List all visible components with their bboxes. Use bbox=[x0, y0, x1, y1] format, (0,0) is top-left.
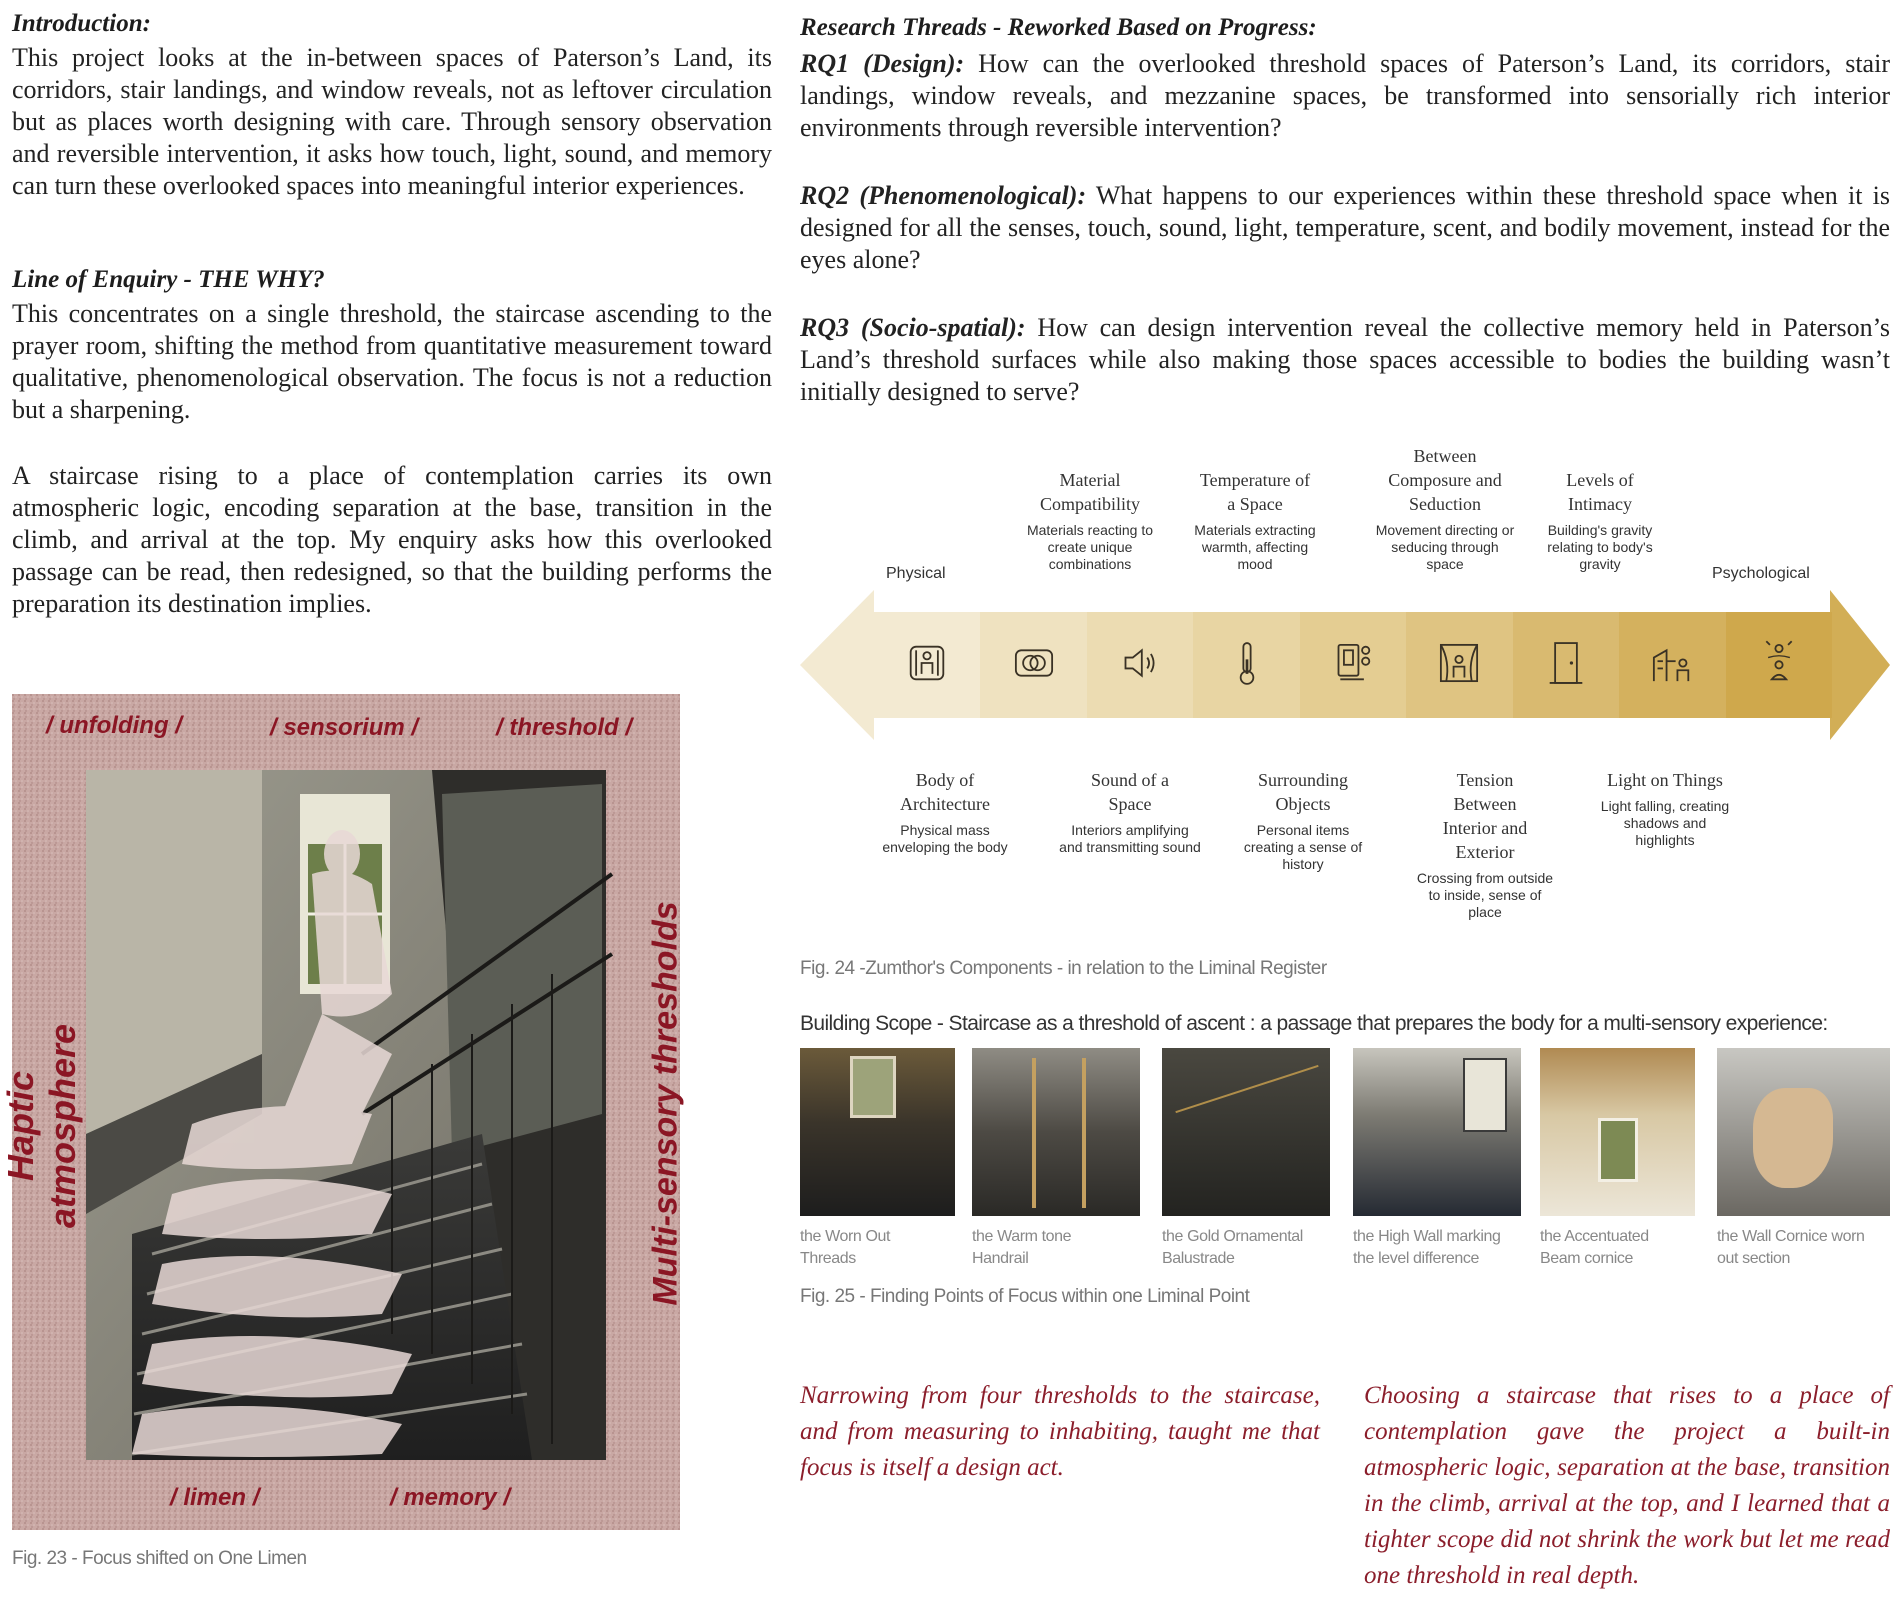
scope-title: Building Scope - Staircase as a threshold of ascent : a passage that prepares the body for a multi-sensory experience: bbox=[800, 1012, 1828, 1035]
poster-word-memory: / memory / bbox=[390, 1484, 511, 1511]
thumb-caption bbox=[1353, 1226, 1501, 1270]
sound-icon bbox=[1111, 634, 1169, 697]
thumb-caption-line: the High Wall marking bbox=[1353, 1228, 1501, 1245]
component-box bbox=[1193, 612, 1299, 718]
thumb-caption-line: out section bbox=[1717, 1250, 1790, 1267]
component-composure-seduction bbox=[1350, 444, 1540, 573]
thumb-caption bbox=[800, 1226, 890, 1270]
thumb-caption-line: Handrail bbox=[972, 1250, 1029, 1267]
rq1 bbox=[800, 48, 1890, 144]
thumb-caption-line: the Wall Cornice worn bbox=[1717, 1228, 1865, 1245]
component-box bbox=[980, 612, 1086, 718]
thumb-high-wall bbox=[1353, 1048, 1521, 1216]
component-body-architecture bbox=[860, 768, 1030, 856]
enquiry-heading: Line of Enquiry - THE WHY? bbox=[12, 266, 325, 293]
component-title: Material Compatibility bbox=[1039, 470, 1140, 514]
body-icon bbox=[898, 634, 956, 697]
component-levels-intimacy bbox=[1520, 468, 1680, 573]
thumb-caption bbox=[972, 1226, 1071, 1270]
component-desc: Materials extracting warmth, affecting mood bbox=[1194, 522, 1316, 572]
fig24-caption: Fig. 24 -Zumthor's Components - in relation to the Liminal Register bbox=[800, 958, 1327, 979]
poster-word-sensorium: / sensorium / bbox=[270, 714, 419, 741]
component-desc: Interiors amplifying and transmitting sound bbox=[1059, 822, 1201, 855]
component-title: Surrounding Objects bbox=[1258, 770, 1348, 814]
rq2-text: What happens to our experiences within these threshold space when it is designed for all the senses, touch, sound, light, temperature, scent, and bodily movement, instead for the eyes alone? bbox=[800, 181, 1890, 274]
component-title: Temperature of a Space bbox=[1199, 470, 1311, 514]
thumb-warm-handrail bbox=[972, 1048, 1140, 1216]
fig25-caption: Fig. 25 - Finding Points of Focus within one Liminal Point bbox=[800, 1286, 1250, 1307]
thumb-worn-threads bbox=[800, 1048, 955, 1216]
rq3-text: How can design intervention reveal the collective memory held in Paterson’s Land’s threshold surfaces while also making those spaces accessible to bodies the building wasn’t initially designed to serve? bbox=[800, 313, 1891, 406]
component-title: Sound of a Space bbox=[1091, 770, 1169, 814]
component-desc: Movement directing or seducing through space bbox=[1375, 522, 1515, 572]
poster-word-unfolding: / unfolding / bbox=[46, 712, 182, 739]
zumthor-diagram bbox=[800, 440, 1890, 960]
component-title: Levels of Intimacy bbox=[1566, 470, 1634, 514]
component-surrounding-objects bbox=[1218, 768, 1388, 873]
thumb-beam-cornice bbox=[1540, 1048, 1695, 1216]
thumb-caption-line: the Warm tone bbox=[972, 1228, 1072, 1245]
rq2 bbox=[800, 180, 1890, 276]
component-temperature bbox=[1170, 468, 1340, 573]
objects-icon bbox=[1324, 634, 1382, 697]
material-icon bbox=[1005, 634, 1063, 697]
poster-word-haptic: Haptic atmosphere bbox=[0, 1023, 83, 1229]
curtain-figure-icon bbox=[1430, 634, 1488, 697]
scope-thumbnails bbox=[800, 1048, 1890, 1228]
thumb-caption-line: Balustrade bbox=[1162, 1250, 1235, 1267]
thumb-caption-line: the Accentuated bbox=[1540, 1228, 1649, 1245]
intro-text: This project looks at the in-between spaces of Paterson’s Land, its corridors, stair landings, and window reveals, not as leftover circulation but as places worth designing with care. Through sensory observation and reversible intervention, it asks how touch, light, sound, and memory can turn these overlooked spaces into meaningful interior experiences. bbox=[12, 43, 772, 200]
component-box bbox=[1513, 612, 1619, 718]
thumb-caption-line: the Worn Out bbox=[800, 1228, 891, 1245]
poster-graphic bbox=[12, 694, 680, 1530]
component-box bbox=[874, 612, 980, 718]
intro-heading: Introduction: bbox=[12, 10, 151, 37]
thumb-caption-line: Threads bbox=[800, 1250, 856, 1267]
component-desc: Crossing from outside to inside, sense of place bbox=[1416, 870, 1554, 920]
door-icon bbox=[1537, 634, 1595, 697]
arrow-head-left bbox=[800, 590, 874, 740]
rq3 bbox=[800, 312, 1890, 408]
rq3-label: RQ3 (Socio-spatial): bbox=[800, 313, 1026, 342]
component-sound-space bbox=[1040, 768, 1220, 856]
component-desc: Building's gravity relating to body's gravity bbox=[1547, 522, 1653, 572]
thumb-gold-balustrade bbox=[1162, 1048, 1330, 1216]
component-desc: Materials reacting to create unique combinations bbox=[1026, 522, 1154, 572]
component-desc: Physical mass enveloping the body bbox=[882, 822, 1008, 855]
thumb-wall-cornice bbox=[1717, 1048, 1890, 1216]
building-figure-icon bbox=[1643, 634, 1701, 697]
enquiry-para-1: This concentrates on a single threshold, the staircase ascending to the prayer room, shifting the method from quantitative measurement toward qualitative, phenomenological observation. The focus is not a reduction but a sharpening. bbox=[12, 299, 772, 424]
thumb-caption bbox=[1162, 1226, 1303, 1270]
fig23-caption: Fig. 23 - Focus shifted on One Limen bbox=[12, 1548, 307, 1569]
thumb-caption bbox=[1717, 1226, 1865, 1270]
poster-figure bbox=[0, 694, 685, 1530]
component-desc: Light falling, creating shadows and highlights bbox=[1600, 798, 1730, 848]
thumb-caption-line: the Gold Ornamental bbox=[1162, 1228, 1303, 1245]
thumb-caption-line: Beam cornice bbox=[1540, 1250, 1634, 1267]
enquiry-para-2: A staircase rising to a place of contemplation carries its own atmospheric logic, encoding separation at the base, transition in the climb, and arrival at the top. My enquiry asks how this overlooked passage can be read, then redesigned, so that the building performs the preparation its destination implies. bbox=[12, 461, 772, 618]
right-end-label: Psychological bbox=[1712, 565, 1810, 582]
poster-word-multisensory: Multi-sensory thresholds bbox=[646, 901, 685, 1306]
poster-word-limen: / limen / bbox=[170, 1484, 260, 1511]
left-end-label: Physical bbox=[886, 565, 946, 582]
rq1-text: How can the overlooked threshold spaces of Paterson’s Land, its corridors, stair landings, window reveals, and mezzanine spaces, be transformed into sensorially rich interior environments through reversible intervention? bbox=[800, 49, 1890, 142]
poster-word-threshold: / threshold / bbox=[496, 714, 633, 741]
component-box bbox=[1619, 612, 1725, 718]
component-desc: Personal items creating a sense of history bbox=[1243, 822, 1363, 872]
component-title: Light on Things bbox=[1607, 770, 1723, 790]
component-box bbox=[1087, 612, 1193, 718]
research-heading: Research Threads - Reworked Based on Progress: bbox=[800, 14, 1317, 41]
component-material-compatibility bbox=[1005, 468, 1175, 573]
component-title: Between Composure and Seduction bbox=[1388, 446, 1502, 514]
component-light-things bbox=[1580, 768, 1750, 849]
rq1-label: RQ1 (Design): bbox=[800, 49, 965, 78]
component-box bbox=[1300, 612, 1406, 718]
thumb-caption-line: the level difference bbox=[1353, 1250, 1480, 1267]
component-tension-interior-exterior bbox=[1400, 768, 1570, 921]
component-box bbox=[1406, 612, 1512, 718]
component-title: Tension Between Interior and Exterior bbox=[1442, 770, 1528, 862]
reflection-left: Narrowing from four thresholds to the staircase, and from measuring to inhabiting, taught me that focus is itself a design act. bbox=[800, 1382, 1320, 1481]
scope-captions bbox=[800, 1226, 1890, 1286]
component-title: Body of Architecture bbox=[900, 770, 990, 814]
component-icon-row bbox=[874, 612, 1832, 718]
research-questions bbox=[800, 48, 1890, 444]
thumb-caption bbox=[1540, 1226, 1649, 1270]
rq2-label: RQ2 (Phenomenological): bbox=[800, 181, 1087, 210]
component-box bbox=[1726, 612, 1832, 718]
reflection-right: Choosing a staircase that rises to a place of contemplation gave the project a built-in atmospheric logic, separation at the base, transition in the climb, arrival at the top, and I learned that a tighter scope did not shrink the work but let me read one threshold in real depth. bbox=[1364, 1382, 1890, 1589]
thermometer-icon bbox=[1218, 634, 1276, 697]
light-figure-icon bbox=[1750, 634, 1808, 697]
arrow-head-right bbox=[1830, 590, 1890, 740]
